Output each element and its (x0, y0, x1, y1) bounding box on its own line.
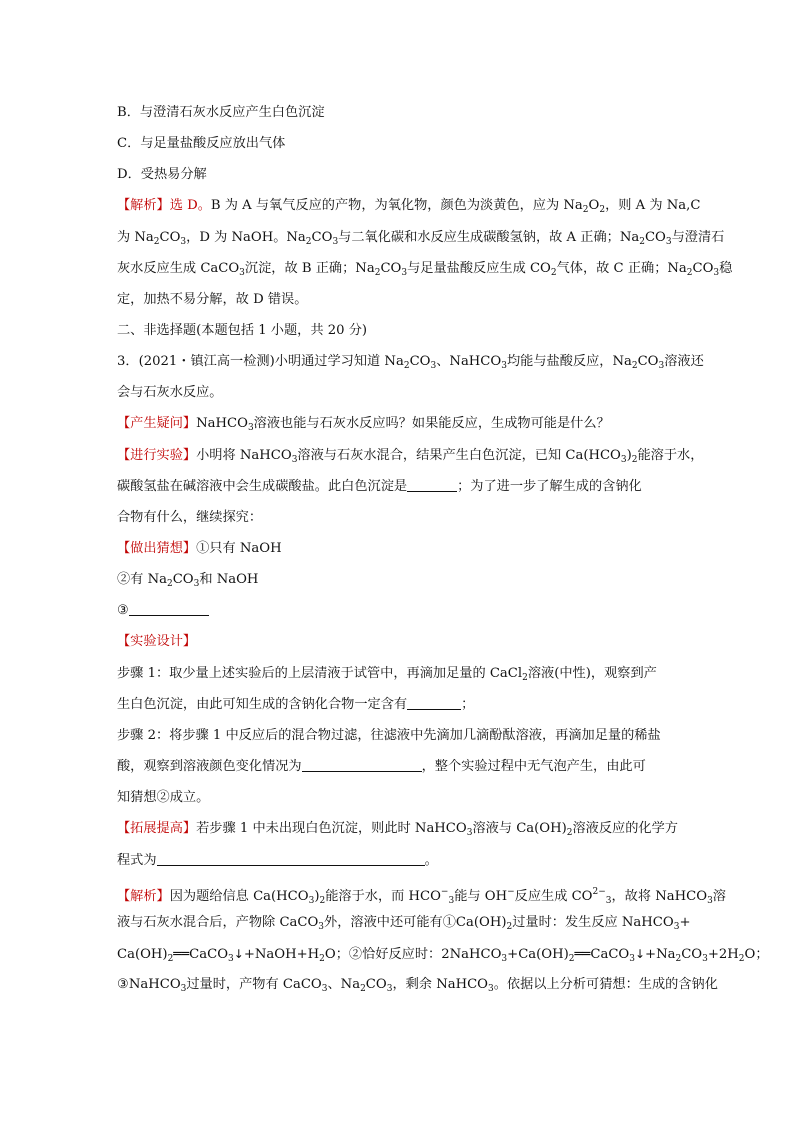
text-line (117, 259, 733, 283)
superscript: − (507, 887, 515, 897)
text-line (117, 103, 677, 123)
subscript: 3 (247, 423, 254, 433)
subscript: 3 (629, 954, 635, 964)
text-run: ══CaCO (173, 947, 229, 962)
text-run: CO (311, 230, 333, 245)
subscript: 3 (308, 896, 315, 906)
text-run: 合物有什么，继续探究： (117, 510, 263, 525)
subscript: 3 (448, 896, 455, 906)
text-line (117, 539, 677, 559)
subscript: 2 (738, 954, 745, 964)
text-run: ) (314, 889, 320, 904)
text-run: 液与石灰水混合后，产物除 CaCO (117, 915, 319, 930)
subscript: 2 (167, 954, 174, 964)
subscript: 3 (401, 268, 408, 278)
subscript: 3 (318, 922, 325, 932)
subscript: 3 (466, 828, 473, 838)
text-run: 步骤 2：将步骤 1 中反应后的混合物过滤，往滤液中先滴加几滴酚酞溶液，再滴加足量的稀盐 (117, 728, 661, 743)
text-line (117, 165, 677, 185)
text-run: 外，溶液中还可能有①Ca(OH) (324, 915, 507, 930)
subscript: 3 (707, 896, 713, 906)
section-tag: 【实验设计】 (117, 634, 197, 649)
answer-blank (157, 852, 425, 866)
superscript: 2− (592, 887, 606, 897)
text-run: ↓ (233, 947, 244, 961)
text-run: 因为题给信息 Ca(HCO (169, 889, 309, 904)
section-tag: 【产生疑问】 (117, 416, 197, 431)
subscript: 3 (488, 984, 494, 994)
subscript: 3 (180, 237, 187, 247)
text-run: ①只有 NaOH (196, 541, 282, 556)
text-run: 程式为 (117, 853, 157, 868)
text-run: C．与足量盐酸反应放出气体 (117, 136, 286, 151)
text-run: 气体，故 C 正确；Na (556, 261, 687, 276)
subscript: 2 (305, 237, 312, 247)
text-run: 、NaHCO (436, 354, 502, 369)
text-run: 生白色沉淀，由此可知生成的含钠化合物一定含有 (117, 697, 408, 712)
text-run: CO (692, 261, 714, 276)
text-run: 与二氧化碳和水反应生成碳酸氢钠，故 A 正确；Na (338, 230, 640, 245)
text-run: 溶液(中性)，观察到产 (527, 666, 657, 681)
text-run: 溶液还 (664, 354, 704, 369)
subscript: 3 (321, 984, 328, 994)
text-run: 若步骤 1 中未出现白色沉淀，则此时 NaHCO (196, 821, 467, 836)
text-run: ③NaHCO (117, 977, 181, 992)
text-run: CO (409, 354, 431, 369)
subscript: 2 (631, 361, 638, 371)
text-run: ，剩余 NaHCO (392, 977, 488, 992)
text-line (117, 819, 677, 843)
subscript: 2 (319, 954, 325, 964)
text-run: O； (744, 947, 769, 962)
text-run: 溶液与 Ca(OH) (472, 821, 567, 836)
subscript: 2 (566, 828, 573, 838)
text-run: B 为 A 与氧气反应的产物，为氧化物，颜色为淡黄色，应为 Na (210, 198, 583, 213)
text-line (117, 383, 677, 403)
text-run: 选 D。 (169, 198, 211, 213)
answer-blank (129, 602, 209, 616)
text-run: 。依据以上分析可猜想：生成的含钠化 (493, 977, 718, 992)
text-run: +NaOH+H (243, 947, 320, 962)
section-tag: 【做出猜想】 (117, 541, 197, 556)
text-run: 过量时，产物有 CaCO (186, 977, 322, 992)
subscript: 3 (239, 268, 245, 278)
text-run: 灰水反应生成 CaCO (117, 261, 240, 276)
text-run: NaHCO (196, 416, 248, 431)
section-tag: 【拓展提高】 (117, 821, 197, 836)
text-run: +Ca(OH) (507, 947, 569, 962)
text-run: 定，加热不易分解，故 D 错误。 (117, 292, 308, 307)
subscript: 3 (386, 984, 393, 994)
text-line (117, 290, 677, 310)
subscript: 2 (166, 579, 173, 589)
subscript: 3 (430, 361, 437, 371)
text-line (117, 196, 701, 220)
text-line (117, 508, 677, 528)
text-run: CO (681, 947, 703, 962)
text-run: ③ (117, 603, 129, 618)
subscript: 2 (631, 455, 638, 465)
text-run: +Na (645, 947, 676, 962)
text-run: 溶液反应的化学方 (572, 821, 678, 836)
text-run: 碳酸氢盐在碱溶液中会生成碳酸盐。此白色沉淀是 (117, 479, 408, 494)
text-line (117, 570, 677, 594)
text-run: ↓ (634, 947, 646, 961)
text-line (117, 446, 704, 470)
text-run: 溶 (712, 889, 726, 904)
text-line (117, 695, 677, 715)
text-line (117, 944, 769, 969)
subscript: 2 (319, 896, 326, 906)
text-run: CO (365, 977, 387, 992)
subscript: 2 (374, 268, 381, 278)
text-run: 均能与盐酸反应，Na (506, 354, 632, 369)
text-run: CO (172, 572, 194, 587)
text-run: ══CaCO (574, 947, 630, 962)
text-run: CO (159, 230, 181, 245)
subscript: 3 (291, 455, 298, 465)
subscript: 2 (403, 361, 410, 371)
text-line (117, 726, 677, 746)
text-line (117, 321, 677, 341)
text-run: 反应生成 CO (514, 889, 593, 904)
subscript: 3 (605, 896, 612, 906)
subscript: 2 (568, 954, 575, 964)
text-run: CO (637, 354, 659, 369)
subscript: 3 (193, 579, 200, 589)
text-run: 溶液也能与石灰水反应吗？如果能反应，生成物可能是什么？ (253, 416, 610, 431)
text-run: D．受热易分解 (117, 167, 207, 182)
text-run: ，则 A 为 Na,C (605, 198, 701, 213)
subscript: 3 (332, 237, 339, 247)
text-run: 稳 (719, 261, 733, 276)
subscript: 2 (582, 205, 589, 215)
subscript: 2 (550, 268, 557, 278)
text-run: CO (644, 230, 666, 245)
subscript: 3 (658, 361, 665, 371)
text-line (117, 664, 677, 688)
subscript: 3 (180, 984, 187, 994)
text-line (117, 913, 691, 937)
text-line (117, 601, 677, 621)
text-run: ； (461, 697, 475, 712)
superscript: − (440, 887, 449, 897)
text-run: 知猜想②成立。 (117, 790, 210, 805)
subscript: 2 (639, 237, 645, 247)
text-run: 能溶于水，而 HCO (325, 889, 441, 904)
text-line (117, 134, 677, 154)
text-run: 与澄清石 (671, 230, 725, 245)
subscript: 2 (522, 673, 528, 683)
text-run: 3．(2021・镇江高一检测)小明通过学习知道 Na (117, 354, 404, 369)
text-run: 沉淀，故 B 正确；Na (244, 261, 375, 276)
text-line (117, 414, 677, 438)
text-run: ②有 Na (117, 572, 167, 587)
text-run: 二、非选择题(本题包括 1 小题，共 20 分) (117, 323, 368, 338)
text-run: 能与 OH (454, 889, 508, 904)
text-run: 小明将 NaHCO (196, 448, 292, 463)
text-line (117, 851, 677, 871)
subscript: 3 (501, 954, 508, 964)
text-run: O (588, 198, 600, 213)
text-run: 能溶于水， (637, 448, 704, 463)
answer-blank (407, 478, 457, 492)
text-line (117, 882, 726, 911)
text-run: + (679, 915, 691, 930)
section-tag: 【进行实验】 (117, 448, 197, 463)
answer-blank (302, 758, 422, 772)
text-run: 会与石灰水反应。 (117, 385, 223, 400)
subscript: 3 (501, 361, 507, 371)
section-tag: 【解析】 (117, 889, 170, 904)
subscript: 3 (228, 954, 234, 964)
subscript: 3 (673, 922, 680, 932)
text-run: 、Na (327, 977, 361, 992)
text-run: CO (380, 261, 402, 276)
text-line (117, 477, 677, 497)
subscript: 2 (506, 922, 513, 932)
text-run: 和 NaOH (199, 572, 259, 587)
text-run: 与足量盐酸反应生成 CO (407, 261, 551, 276)
section-tag: 【解析】 (117, 198, 170, 213)
subscript: 2 (153, 237, 160, 247)
text-run: ，整个实验过程中无气泡产生，由此可 (421, 759, 646, 774)
text-run: 过量时：发生反应 NaHCO (512, 915, 674, 930)
text-line (117, 757, 677, 777)
text-run: Ca(OH) (117, 947, 168, 962)
text-line (117, 632, 677, 652)
text-line (117, 352, 704, 376)
text-line (117, 228, 725, 252)
text-run: +2H (707, 947, 739, 962)
text-run: ) (626, 448, 632, 463)
text-run: ，D 为 NaOH。Na (186, 230, 306, 245)
text-run: 酸，观察到溶液颜色变化情况为 (117, 759, 302, 774)
text-line (117, 975, 718, 999)
subscript: 2 (686, 268, 693, 278)
subscript: 3 (665, 237, 672, 247)
text-run: 溶液与石灰水混合，结果产生白色沉淀，已知 Ca(HCO (297, 448, 621, 463)
subscript: 3 (702, 954, 708, 964)
subscript: 2 (360, 984, 366, 994)
answer-blank (407, 696, 461, 710)
text-line (117, 788, 677, 808)
subscript: 3 (713, 268, 720, 278)
text-run: O；②恰好反应时：2NaHCO (324, 947, 502, 962)
text-run: B．与澄清石灰水反应产生白色沉淀 (117, 105, 325, 120)
text-run: 为 Na (117, 230, 154, 245)
text-run: 步骤 1：取少量上述实验后的上层清液于试管中，再滴加足量的 CaCl (117, 666, 523, 681)
subscript: 2 (675, 954, 682, 964)
text-run: ，故将 NaHCO (611, 889, 708, 904)
text-run: ；为了进一步了解生成的含钠化 (457, 479, 642, 494)
subscript: 2 (599, 205, 606, 215)
subscript: 3 (620, 455, 627, 465)
text-run: 。 (424, 853, 438, 868)
